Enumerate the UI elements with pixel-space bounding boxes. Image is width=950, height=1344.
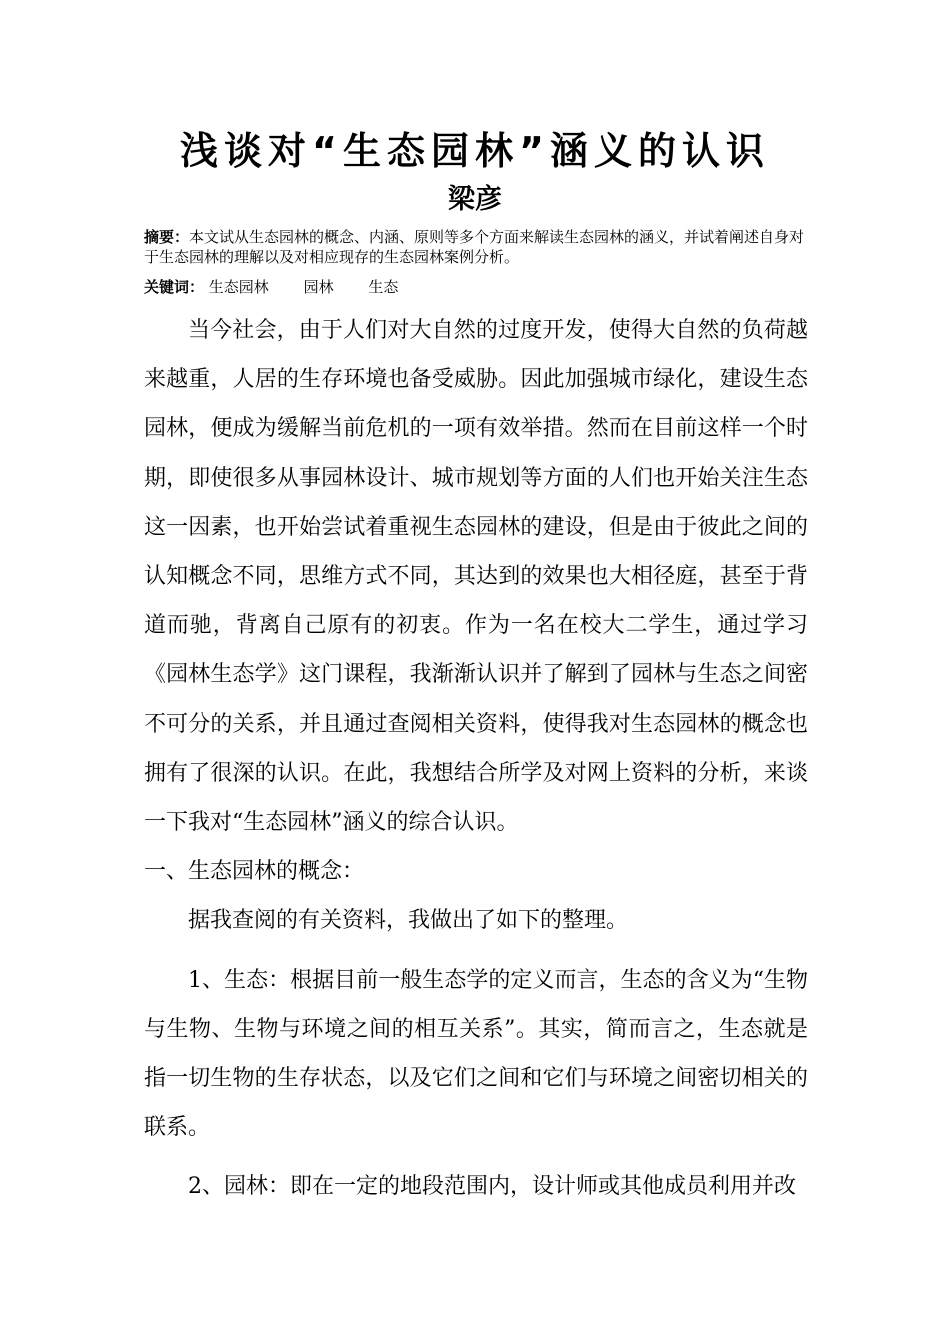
keyword-item: 生态园林 xyxy=(208,278,269,296)
abstract-label: 摘要： xyxy=(144,228,190,246)
keywords-label: 关键词： xyxy=(144,278,205,296)
body-paragraph: 据我查阅的有关资料，我做出了如下的整理。 xyxy=(188,908,629,934)
keyword-item: 园林 xyxy=(303,278,334,296)
document-title: 浅谈对“生态园林”涵义的认识 xyxy=(180,129,770,173)
section-heading: 一、生态园林的概念： xyxy=(144,859,365,885)
body-paragraph: 1、生态：根据目前一般生态学的定义而言，生态的含义为“生物与生物、生物与环境之间的相互关系”。其实，简而言之，生态就是指一切生物的生存状态，以及它们之间和它们与环境之间密切相关的联系。 xyxy=(144,967,808,1141)
document-body xyxy=(144,306,808,1212)
body-paragraph: 2、园林：即在一定的地段范围内，设计师或其他成员利用并改 xyxy=(188,1174,796,1200)
keywords-section xyxy=(144,277,814,297)
keyword-item: 生态 xyxy=(368,278,399,296)
document-author: 梁彦 xyxy=(448,184,502,215)
body-paragraph: 当今社会，由于人们对大自然的过度开发，使得大自然的负荷越来越重，人居的生存环境也备受威胁。因此加强城市绿化，建设生态园林，便成为缓解当前危机的一项有效举措。然而在目前这样一个时期，即使很多从事园林设计、城市规划等方面的人们也开始关注生态这一因素，也开始尝试着重视生态园林的建设，但是由于彼此之间的认知概念不同，思维方式不同，其达到的效果也大相径庭，甚至于背道而驰，背离自己原有的初衷。作为一名在校大二学生，通过学习《园林生态学》这门课程，我渐渐认识并了解到了园林与生态之间密不可分的关系，并且通过查阅相关资料，使得我对生态园林的概念也拥有了很深的认识。在此，我想结合所学及对网上资料的分析，来谈一下我对“生态园林”涵义的综合认识。 xyxy=(144,318,808,836)
abstract-text: 本文试从生态园林的概念、内涵、原则等多个方面来解读生态园林的涵义，并试着阐述自身对于生态园林的理解以及对相应现存的生态园林案例分析。 xyxy=(144,228,805,266)
abstract-section xyxy=(144,227,814,267)
